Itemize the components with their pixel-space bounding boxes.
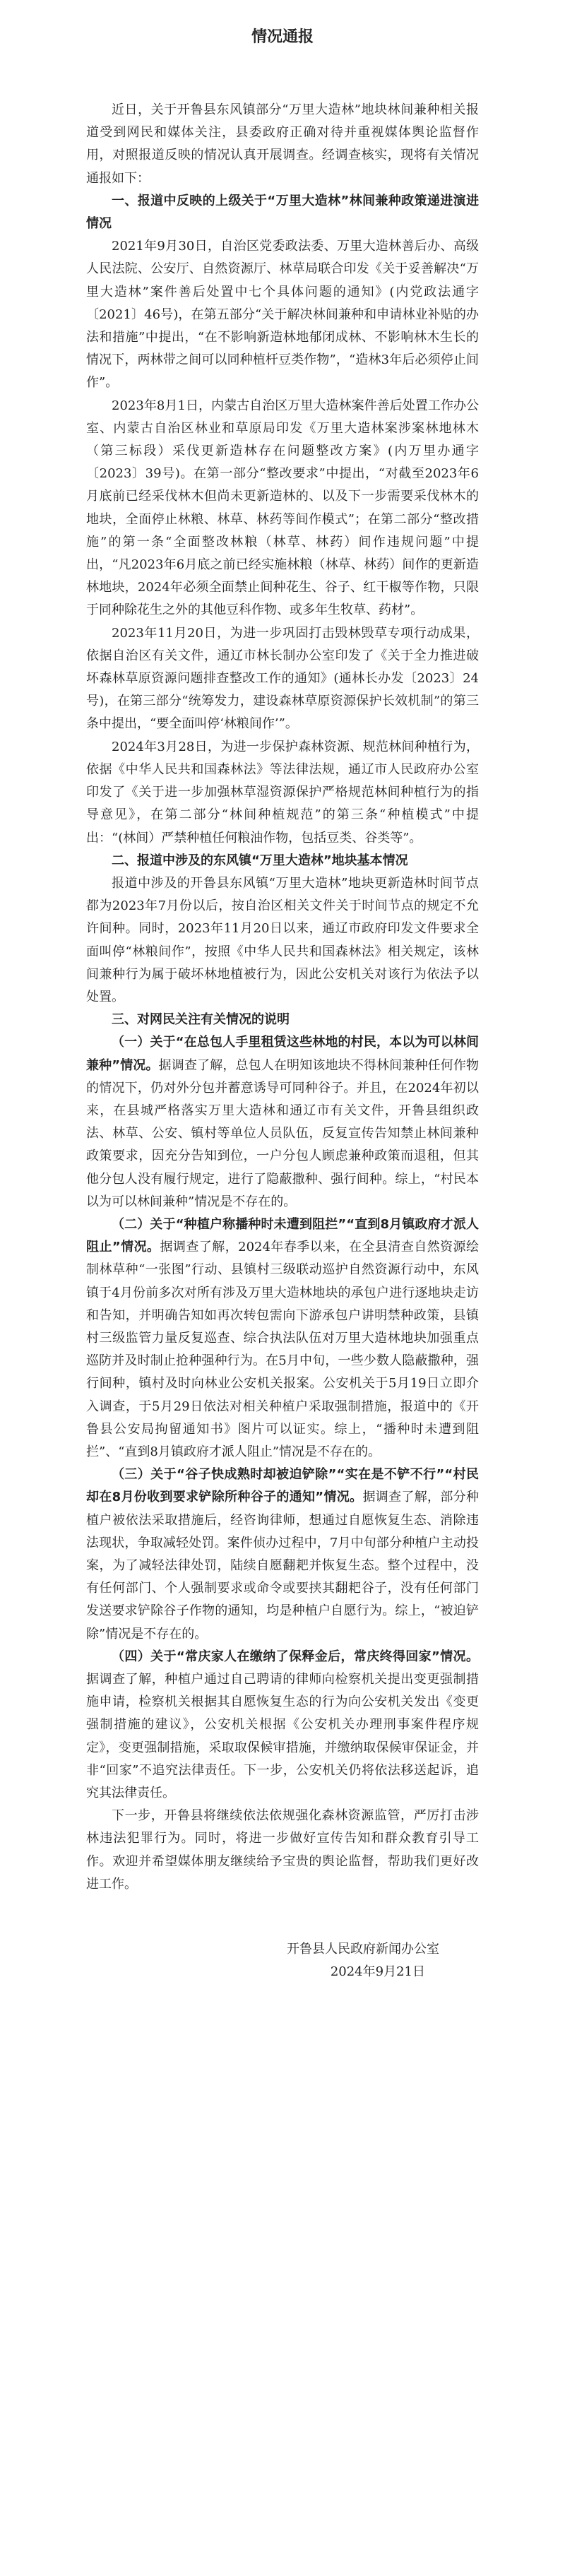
- question-1-body: 据调查了解，总包人在明知该地块不得林间兼种任何作物的情况下，仍对外分包并蓄意诱导可同种谷子。并且，在2024年初以来，在县城严格落实万里大造林和通辽市有关文件，开鲁县组织政法、林草、公安、镇村等单位人员队伍，反复宣传告知禁止林间兼种政策要求，因充分告知到位，一户分包人顾虑兼种政策而退租，但其他分包人没有履行规定，进行了隐蔽撒种、强行间种。综上，“村民本以为可以林间兼种”情况是不存在的。: [86, 1057, 479, 1209]
- section-1-paragraph-3: 2023年11月20日，为进一步巩固打击毁林毁草专项行动成果，依据自治区有关文件，通辽市林长制办公室印发了《关于全力推进破坏森林草原资源问题排查整改工作的通知》(通林长办发〔2023〕24号)，在第三部分“统筹发力，建设森林草原资源保护长效机制”的第三条中提出，“要全面叫停‘林粮间作’”。: [86, 625, 479, 732]
- question-4-body: 据调查了解，种植户通过自己聘请的律师向检察机关提出变更强制措施申请，检察机关根据其自愿恢复生态的行为向公安机关发出《变更强制措施的建议》，公安机关根据《公安机关办理刑事案件程序规定》，变更强制措施，采取取保候审措施，并缴纳取保候审保证金，并非“回家”不追究法律责任。下一步，公安机关仍将依法移送起诉，追究其法律责任。: [86, 1672, 479, 1801]
- intro-paragraph: 近日，关于开鲁县东风镇部分“万里大造林”地块林间兼种相关报道受到网民和媒体关注，县委政府正确对待并重视媒体舆论监督作用，对照报道反映的情况认真开展调查。经调查核实，现将有关情况通报如下：: [86, 102, 479, 186]
- question-3-title: （三）关于“谷子快成熟时却被迫铲除”“实在是不铲不行”“村民却在8月份收到要求铲除所种谷子的通知”情况。: [86, 1467, 479, 1505]
- question-1-paragraph: [86, 1031, 479, 1213]
- question-3-body: 据调查了解，部分种植户被依法采取措施后，经咨询律师，想通过自愿恢复生态、消除违法现状，争取减轻处罚。案件侦办过程中，7月中旬部分种植户主动投案，为了减轻法律处罚，陆续自愿翻耙并恢复生态。整个过程中，没有任何部门、个人强制要求或命令或要挟其翻耙谷子，没有任何部门发送要求铲除谷子作物的通知，均是种植户自愿行为。综上，“被迫铲除”情况是不存在的。: [86, 1490, 480, 1642]
- question-2-body: 据调查了解，2024年春季以来，在全县清查自然资源绘制林草种“一张图”行动、县镇村三级联动巡护自然资源行动中，东风镇于4月份前多次对所有涉及万里大造林地块的承包户进行逐地块走访和告知，并明确告知如再次转包需向下游承包户讲明禁种政策，县镇村三级监管力量反复巡查、综合执法队伍对万里大造林地块加强重点巡防并及时制止抢种强种行为。在5月中旬，一些少数人隐蔽撒种，强行间种，镇村及时向林业公安机关报案。公安机关于5月19日立即介入调查，于5月29日依法对相关种植户采取强制措施，报道中的《开鲁县公安局拘留通知书》图片可以证实。综上，“播种时未遭到阻拦”、“直到8月镇政府才派人阻止”情况是不存在的。: [86, 1240, 479, 1459]
- section-3-heading: 三、对网民关注有关情况的说明: [112, 1012, 290, 1028]
- question-2-paragraph: [86, 1213, 479, 1464]
- signature-date: 2024年9月21日: [330, 1964, 425, 1980]
- question-3-paragraph: [86, 1464, 479, 1646]
- section-1-paragraph-2: 2023年8月1日，内蒙古自治区万里大造林案件善后处置工作办公室、内蒙古自治区林业和草原局印发《万里大造林案涉案林地林木（第三标段）采伐更新造林存在问题整改方案》(内万里办通字〔2023〕39号)。在第一部分“整改要求”中提出，“对截至2023年6月底前已经采伐林木但尚未更新造林的、以及下一步需要采伐林木的地块，全面停止林粮、林草、林药等间作模式”；在第二部分“整改措施”的第一条“全面整改林粮（林草、林药）间作违规问题”中提出，“凡2023年6月底之前已经实施林粮（林草、林药）间作的更新造林地块，2024年必须全面禁止间种花生、谷子、红干椒等作物，只限于同种除花生之外的其他豆科作物、或多年生牧草、药材”。: [86, 398, 479, 618]
- question-4-paragraph: [86, 1646, 479, 1805]
- question-2-title: （二）关于“种植户称播种时未遭到阻拦”“直到8月镇政府才派人阻止”情况。: [86, 1216, 479, 1255]
- section-2-heading: 二、报道中涉及的东风镇“万里大造林”地块基本情况: [112, 853, 408, 868]
- section-1-paragraph-1: 2021年9月30日，自治区党委政法委、万里大造林善后办、高级人民法院、公安厅、自然资源厅、林草局联合印发《关于妥善解决“万里大造林”案件善后处置中七个具体问题的通知》(内党政法通字〔2021〕46号)，在第五部分“关于解决林间兼种和申请林业补贴的办法和措施”中提出，“在不影响新造林地郁闭成林、不影响林木生长的情况下，两林带之间可以同种植杆豆类作物”，“造林3年后必须停止间作”。: [86, 239, 479, 391]
- signature-org: 开鲁县人民政府新闻办公室: [287, 1942, 439, 1957]
- section-1-heading: 一、报道中反映的上级关于“万里大造林”林间兼种政策递进演进情况: [86, 193, 479, 232]
- section-1-paragraph-4: 2024年3月28日，为进一步保护森林资源、规范林间种植行为，依据《中华人民共和国森林法》等法律法规，通辽市人民政府办公室印发了《关于进一步加强林草湿资源保护严格规范林间种植行为的指导意见》，在第二部分“林间种植规范”的第三条“种植模式”中提出：“(林间）严禁种植任何粮油作物，包括豆类、谷类等”。: [86, 739, 479, 845]
- section-2-paragraph-1: 报道中涉及的开鲁县东风镇“万里大造林”地块更新造林时间节点都为2023年7月份以后，按自治区相关文件关于时间节点的规定不允许间种。同时，2023年11月20日以来，通辽市政府印发文件要求全面叫停“林粮间作”，按照《中华人民共和国森林法》相关规定，该林间兼种行为属于破坏林地植被行为，因此公安机关对该行为依法予以处置。: [86, 875, 479, 1004]
- page-title: 情况通报: [251, 28, 314, 46]
- closing-paragraph: 下一步，开鲁县将继续依法依规强化森林资源监管，严厉打击涉林违法犯罪行为。同时，将进一步做好宣传告知和群众教育引导工作。欢迎并希望媒体朋友继续给予宝贵的舆论监督，帮助我们更好改进工作。: [86, 1808, 479, 1892]
- question-4-title: （四）关于“常庆家人在缴纳了保释金后，常庆终得回家”情况。: [112, 1649, 479, 1664]
- question-1-title: （一）关于“在总包人手里租赁这些林地的村民，本以为可以林间兼种”情况。: [86, 1035, 479, 1073]
